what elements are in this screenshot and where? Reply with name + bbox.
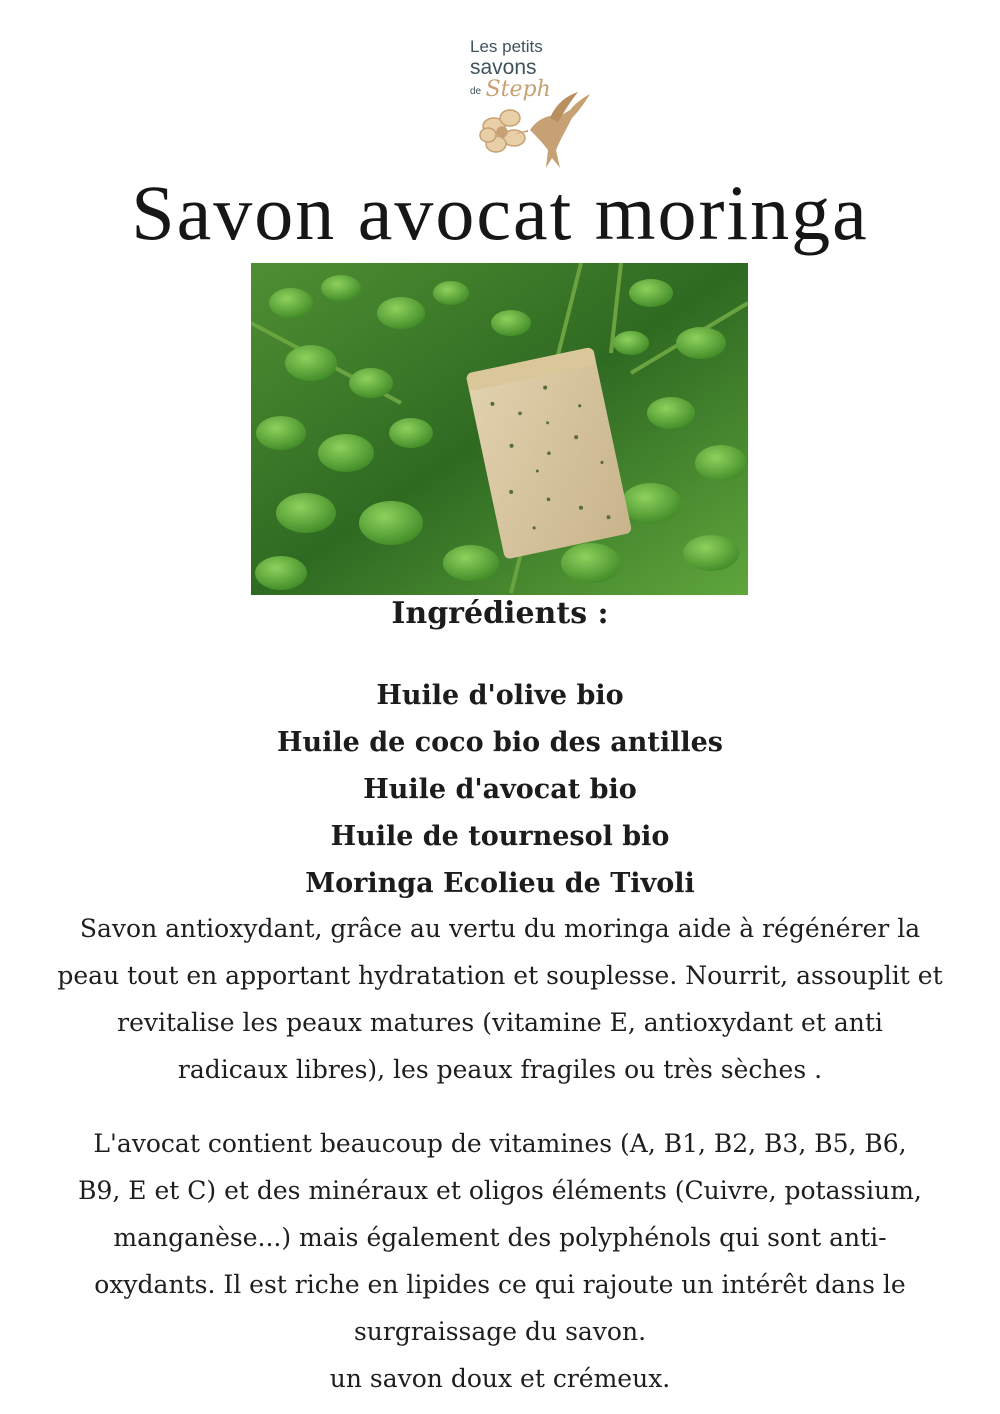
product-photo bbox=[251, 263, 748, 595]
description-line: oxydants. Il est riche en lipides ce qui rajoute un intérêt dans le bbox=[94, 1270, 906, 1299]
logo-de: de bbox=[470, 85, 482, 97]
description-line: surgraissage du savon. bbox=[353, 1317, 647, 1346]
brand-logo bbox=[410, 18, 600, 183]
ingredient-item: Huile d'olive bio bbox=[376, 680, 624, 711]
logo-steph: Steph bbox=[485, 77, 551, 102]
description-line: manganèse...) mais également des polyphénols qui sont anti- bbox=[113, 1223, 887, 1252]
logo-line-3 bbox=[470, 79, 551, 101]
ingredient-item: Huile d'avocat bio bbox=[363, 774, 637, 805]
hibiscus-icon bbox=[480, 110, 525, 152]
description-line: B9, E et C) et des minéraux et oligos éléments (Cuivre, potassium, bbox=[78, 1176, 922, 1205]
description-paragraph-1 bbox=[0, 905, 1000, 1093]
description-line: revitalise les peaux matures (vitamine E, antioxydant et anti bbox=[117, 1008, 883, 1037]
page-title: Savon avocat moringa bbox=[131, 169, 869, 256]
description-line: radicaux libres), les peaux fragiles ou très sèches . bbox=[177, 1055, 823, 1084]
ingredient-item: Huile de coco bio des antilles bbox=[277, 727, 723, 758]
description-line: un savon doux et crémeux. bbox=[329, 1364, 671, 1393]
description-paragraph-2 bbox=[0, 1120, 1000, 1402]
ingredient-item: Huile de tournesol bio bbox=[330, 821, 670, 852]
ingredients-heading: Ingrédients : bbox=[391, 596, 609, 631]
ingredient-item: Moringa Ecolieu de Tivoli bbox=[305, 868, 695, 899]
hummingbird-icon bbox=[514, 92, 590, 168]
description-line: L'avocat contient beaucoup de vitamines (A, B1, B2, B3, B5, B6, bbox=[93, 1129, 907, 1158]
description-line: Savon antioxydant, grâce au vertu du moringa aide à régénérer la bbox=[79, 914, 921, 943]
ingredients-list bbox=[0, 672, 1000, 907]
logo-line-2: savons bbox=[470, 56, 537, 79]
description-line: peau tout en apportant hydratation et souplesse. Nourrit, assouplit et bbox=[57, 961, 943, 990]
logo-line-1: Les petits bbox=[470, 37, 543, 56]
